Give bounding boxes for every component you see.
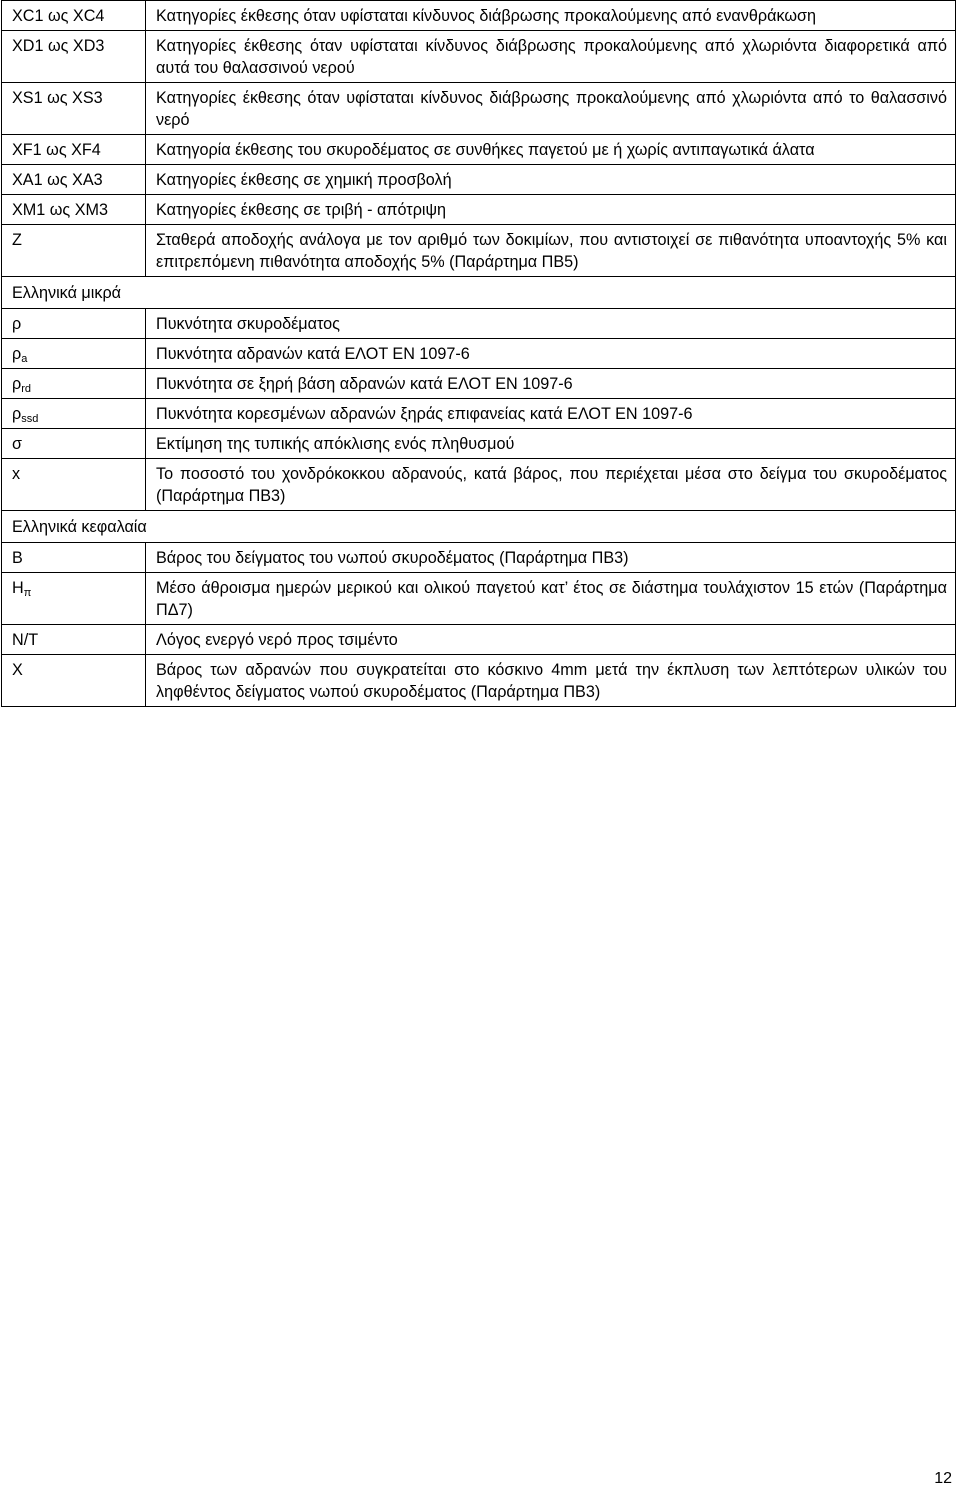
table-row [2, 655, 956, 707]
table-row [2, 195, 956, 225]
table-row [2, 31, 956, 83]
symbol-cell [2, 309, 146, 339]
symbol-subscript: a [21, 353, 28, 365]
symbol-base: X [12, 661, 23, 679]
symbol-base: x [12, 465, 21, 483]
table-row [2, 625, 956, 655]
symbol-cell [2, 573, 146, 625]
symbol-cell [2, 655, 146, 707]
description-cell: Κατηγορίες έκθεσης όταν υφίσταται κίνδυνος διάβρωσης προκαλούμενης από χλωριόντα διαφορετικά από αυτά του θαλασσινού νερού [146, 31, 956, 83]
symbol-cell [2, 459, 146, 511]
symbol-cell: XF1 ως XF4 [2, 135, 146, 165]
symbol-base: ρ [12, 315, 22, 333]
description-cell: Κατηγορίες έκθεσης σε χημική προσβολή [146, 165, 956, 195]
description-cell: Μέσο άθροισμα ημερών μερικού και ολικού παγετού κατ’ έτος σε διάστημα τουλάχιστον 15 ετών (Παράρτημα ΠΔ7) [146, 573, 956, 625]
description-cell: Πυκνότητα σε ξηρή βάση αδρανών κατά ΕΛΟΤ ΕΝ 1097-6 [146, 369, 956, 399]
table-row [2, 83, 956, 135]
table-row [2, 369, 956, 399]
description-cell: Κατηγορία έκθεσης του σκυροδέματος σε συνθήκες παγετού με ή χωρίς αντιπαγωτικά άλατα [146, 135, 956, 165]
description-cell: Σταθερά αποδοχής ανάλογα με τον αριθμό των δοκιμίων, που αντιστοιχεί σε πιθανότητα υποαντοχής 5% και επιτρεπόμενη πιθανότητα αποδοχής 5% (Παράρτημα ΠΒ5) [146, 225, 956, 277]
symbol-cell [2, 369, 146, 399]
symbol-base: H [12, 579, 24, 597]
table-row [2, 399, 956, 429]
description-cell: Πυκνότητα αδρανών κατά ΕΛΟΤ ΕΝ 1097-6 [146, 339, 956, 369]
description-cell: Εκτίμηση της τυπικής απόκλισης ενός πληθυσμού [146, 429, 956, 459]
symbol-cell [2, 429, 146, 459]
symbol-cell [2, 625, 146, 655]
symbol-subscript: rd [21, 383, 31, 395]
table-row [2, 225, 956, 277]
table-row [2, 573, 956, 625]
description-cell: Λόγος ενεργό νερό προς τσιμέντο [146, 625, 956, 655]
symbol-subscript: π [23, 587, 32, 599]
symbol-base: N/T [12, 631, 39, 649]
description-cell: Βάρος του δείγματος του νωπού σκυροδέματος (Παράρτημα ΠΒ3) [146, 543, 956, 573]
section-row [2, 511, 956, 543]
symbol-cell [2, 543, 146, 573]
symbol-cell: Z [2, 225, 146, 277]
symbol-cell: XA1 ως XA3 [2, 165, 146, 195]
page-number: 12 [934, 1470, 952, 1487]
table-row [2, 459, 956, 511]
symbol-base: σ [12, 435, 22, 453]
symbol-cell: XC1 ως XC4 [2, 1, 146, 31]
description-cell: Πυκνότητα κορεσμένων αδρανών ξηράς επιφανείας κατά ΕΛΟΤ ΕΝ 1097-6 [146, 399, 956, 429]
description-cell: Βάρος των αδρανών που συγκρατείται στο κόσκινο 4mm μετά την έκπλυση των λεπτότερων υλικών του ληφθέντος δείγματος νωπού σκυροδέματος (Παράρτημα ΠΒ3) [146, 655, 956, 707]
description-cell: Το ποσοστό του χονδρόκοκκου αδρανούς, κατά βάρος, που περιέχεται μέσα στο δείγμα του σκυροδέματος (Παράρτημα ΠΒ3) [146, 459, 956, 511]
description-cell: Πυκνότητα σκυροδέματος [146, 309, 956, 339]
symbol-base: ρ [12, 375, 22, 393]
description-cell: Κατηγορίες έκθεσης όταν υφίσταται κίνδυνος διάβρωσης προκαλούμενης από χλωριόντα από το θαλασσινό νερό [146, 83, 956, 135]
description-cell: Κατηγορίες έκθεσης όταν υφίσταται κίνδυνος διάβρωσης προκαλούμενης από ενανθράκωση [146, 1, 956, 31]
symbol-cell: XS1 ως XS3 [2, 83, 146, 135]
symbol-cell [2, 339, 146, 369]
table-row [2, 309, 956, 339]
symbol-base: B [12, 549, 23, 567]
section-heading-lowercase: Ελληνικά μικρά [2, 277, 956, 309]
description-cell: Κατηγορίες έκθεσης σε τριβή - απότριψη [146, 195, 956, 225]
table-row [2, 339, 956, 369]
symbol-base: ρ [12, 345, 22, 363]
table-row [2, 543, 956, 573]
symbol-cell: XD1 ως XD3 [2, 31, 146, 83]
table-row [2, 165, 956, 195]
table-row [2, 1, 956, 31]
table-row [2, 429, 956, 459]
symbol-subscript: ssd [21, 413, 39, 425]
symbol-cell: XM1 ως XM3 [2, 195, 146, 225]
symbols-table [1, 0, 956, 707]
table-row [2, 135, 956, 165]
symbol-cell [2, 399, 146, 429]
section-heading-uppercase: Ελληνικά κεφαλαία [2, 511, 956, 543]
symbol-base: ρ [12, 405, 22, 423]
section-row [2, 277, 956, 309]
